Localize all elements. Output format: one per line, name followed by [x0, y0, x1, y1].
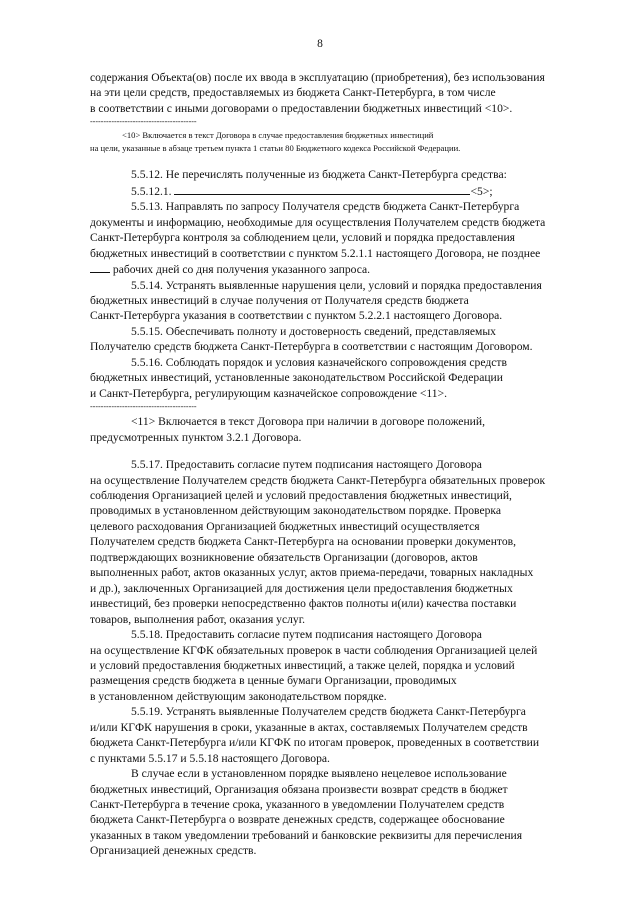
footnote-11-line: предусмотренных пунктом 3.2.1 Договора. [90, 430, 302, 444]
text-line: инвестиций, без проверки непосредственно фактов полноты и(или) качества поставки [90, 597, 517, 611]
text-line: в соответствии с иными договорами о предоставлении бюджетных инвестиций <10>. [90, 101, 513, 115]
fill-in-blank [174, 183, 470, 195]
clause-label: 5.5.12.1. [131, 184, 172, 198]
footnote-10-line: <10> Включается в текст Договора в случае предоставления бюджетных инвестиций [122, 130, 434, 141]
text-line: 5.5.17. Предоставить согласие путем подписания настоящего Договора [131, 458, 482, 472]
clause-5-5-12-1 [90, 183, 598, 199]
text-line: документы и информацию, необходимые для осуществления Получателем средств бюджета [90, 215, 546, 229]
text-line: и Санкт-Петербурга, регулирующим казначейское сопровождение <11>. [90, 386, 448, 400]
text-line: бюджетных инвестиций, установленные законодательством Российской Федерации [90, 371, 503, 385]
text-line: указанных в таком уведомлении требований и банковские реквизиты для перечисления [90, 828, 523, 842]
text-line: 5.5.16. Соблюдать порядок и условия казначейского сопровождения средств [131, 355, 507, 369]
document-body [90, 70, 598, 859]
text-line: товаров, выполнения работ, оказания услуг. [90, 612, 306, 626]
footnote-10-line: на цели, указанные в абзаце третьем пункта 1 статьи 80 Бюджетного кодекса Российской Федерации. [90, 143, 461, 154]
fill-in-blank [90, 261, 110, 273]
text-line: бюджета Санкт-Петербурга и/или КГФК по итогам проверок, проведенных в соответствии [90, 736, 540, 750]
footnote-11-line: <11> Включается в текст Договора при наличии в договоре положений, [131, 415, 485, 429]
text-line: соблюдения Организацией целей и условий предоставления бюджетных инвестиций, [90, 488, 512, 502]
text-line: 5.5.19. Устранять выявленные Получателем средств бюджета Санкт-Петербурга [131, 705, 526, 719]
text-line: 5.5.15. Обеспечивать полноту и достоверность сведений, представляемых [131, 324, 496, 338]
text-line: Санкт-Петербурга контроля за соблюдением цели, условий и порядка предоставления [90, 231, 515, 245]
text-line: целевого расходования Организацией бюджетных инвестиций осуществляется [90, 519, 480, 533]
footnote-separator: ---------------------------------------- [90, 117, 197, 127]
text-line: рабочих дней со дня получения указанного запроса. [112, 263, 371, 277]
page-number: 8 [317, 38, 323, 50]
text-line: Получателю средств бюджета Санкт-Петербурга в соответствии с настоящим Договором. [90, 340, 533, 354]
text-line: проводимых в установленном действующим законодательством порядке. Проверка [90, 504, 502, 518]
text-line: В случае если в установленном порядке выявлено нецелевое использование [131, 767, 507, 781]
text-line: 5.5.14. Устранять выявленные нарушения цели, условий и порядка предоставления [131, 278, 542, 292]
text-line: бюджетных инвестиций в случае получения от Получателя средств бюджета [90, 293, 469, 307]
text-line: Получателем средств бюджета Санкт-Петербурга на основании проверки документов, [90, 535, 516, 549]
text-line: Организацией денежных средств. [90, 844, 257, 858]
clause-5-5-13-end [90, 261, 598, 277]
clause-5-5-12: 5.5.12. Не перечислять полученные из бюджета Санкт-Петербурга средства: [131, 168, 507, 182]
text-line: на осуществление КГФК обязательных проверок в части соблюдения Организацией целей [90, 643, 538, 657]
text-line: Санкт-Петербурга указания в соответствии с пунктом 5.2.2.1 настоящего Договора. [90, 309, 503, 323]
text-line: Санкт-Петербурга в течение срока, указанного в уведомлении Получателем средств [90, 798, 505, 812]
text-line: в установленном действующим законодательством порядке. [90, 689, 387, 703]
text-line: бюджетных инвестиций, Организация обязана произвести возврат средств в бюджет [90, 782, 508, 796]
text-line: размещения средств бюджета в ценные бумаги Организации, проводимых [90, 674, 457, 688]
text-line: на осуществление Получателем средств бюджета Санкт-Петербурга обязательных проверок [90, 473, 546, 487]
text-line: и/или КГФК нарушения в сроки, указанные в актах, составляемых Получателем средств [90, 720, 528, 734]
footnote-ref: <5>; [470, 184, 493, 198]
text-line: бюджетных инвестиций в соответствии с пунктом 5.2.1.1 настоящего Договора, не позднее [90, 246, 541, 260]
text-line: и др.), заключенных Организацией для достижения цели предоставления бюджетных [90, 581, 513, 595]
text-line: содержания Объекта(ов) после их ввода в эксплуатацию (приобретения), без использования [90, 71, 545, 84]
text-line: выполненных работ, актов оказанных услуг, актов приема-передачи, товарных накладных [90, 566, 534, 580]
text-line: подтверждающих возникновение обязательств Организации (договоров, актов [90, 550, 478, 564]
text-line: 5.5.13. Направлять по запросу Получателя средств бюджета Санкт-Петербурга [131, 200, 520, 214]
text-line: 5.5.18. Предоставить согласие путем подписания настоящего Договора [131, 628, 482, 642]
text-line: с пунктами 5.5.17 и 5.5.18 настоящего Договора. [90, 751, 330, 765]
footnote-separator: ---------------------------------------- [90, 402, 197, 412]
text-line: бюджета Санкт-Петербурга о возврате денежных средств, содержащее обоснование [90, 813, 505, 827]
text-line: и условий предоставления бюджетных инвестиций, а также целей, порядка и условий [90, 658, 515, 672]
text-line: на эти цели средств, предоставляемых из бюджета Санкт-Петербурга, в том числе [90, 86, 496, 100]
